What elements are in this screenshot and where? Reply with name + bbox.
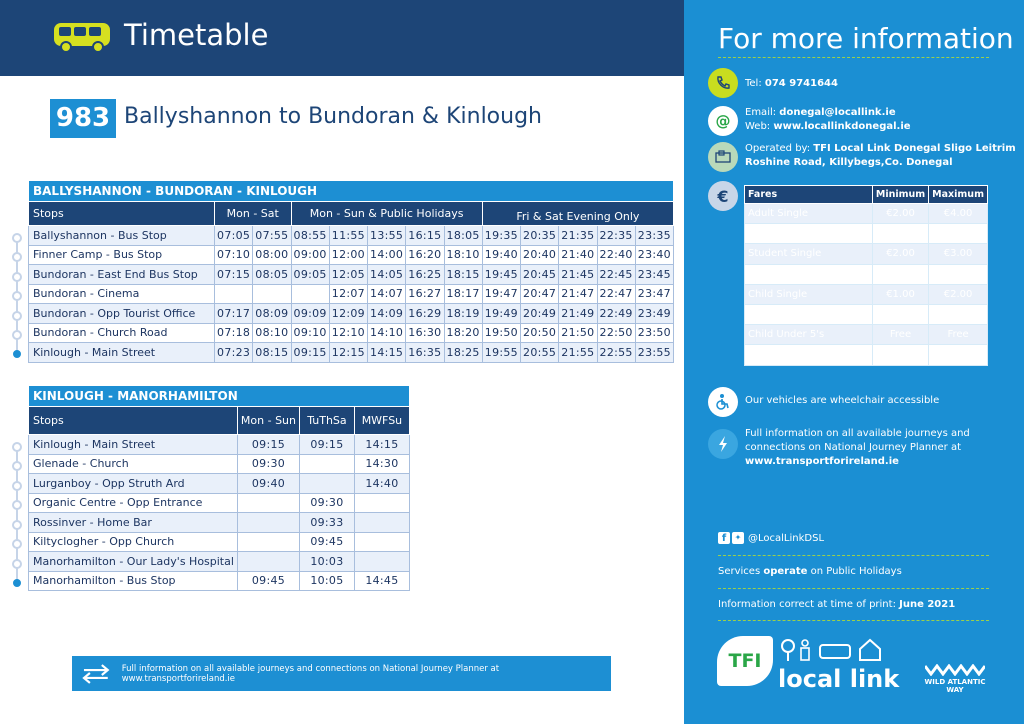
web-link[interactable]: www.locallinkdonegal.ie bbox=[773, 121, 911, 132]
fare-max: €4.00 bbox=[929, 204, 988, 224]
tfi-logo: TFI bbox=[717, 636, 773, 686]
divider bbox=[718, 555, 989, 556]
departure-time: 09:30 bbox=[300, 493, 355, 513]
stop-name: Rossinver - Home Bar bbox=[29, 513, 238, 533]
fare-name: Free Travel Pass Holders bbox=[745, 345, 873, 365]
table-row bbox=[29, 532, 410, 552]
operator-info: Operated by: TFI Local Link Donegal Sligo Leitrim Roshine Road, Killybegs,Co. Donegal bbox=[745, 143, 1016, 168]
table-row bbox=[29, 454, 410, 474]
departure-time: 09:15 bbox=[300, 435, 355, 455]
fare-min: €2.00 bbox=[872, 204, 928, 224]
col-mon-sat: Mon - Sat bbox=[215, 202, 292, 226]
fare-row bbox=[745, 224, 988, 244]
departure-time bbox=[300, 454, 355, 474]
departure-time: 14:00 bbox=[368, 245, 406, 265]
departure-time: 20:35 bbox=[521, 226, 559, 246]
departure-time: 16:29 bbox=[406, 304, 444, 324]
departure-time: 12:07 bbox=[329, 284, 367, 304]
stop-name: Lurganboy - Opp Struth Ard bbox=[29, 474, 238, 494]
departure-time: 09:40 bbox=[237, 474, 299, 494]
section-title: BALLYSHANNON - BUNDORAN - KINLOUGH bbox=[29, 181, 674, 202]
departure-time: 09:45 bbox=[237, 571, 299, 591]
table-row bbox=[29, 323, 674, 343]
departure-time: 14:15 bbox=[354, 435, 409, 455]
stop-name: Manorhamilton - Bus Stop bbox=[29, 571, 238, 591]
departure-time: 16:25 bbox=[406, 265, 444, 285]
fare-row bbox=[745, 325, 988, 345]
col-stops: Stops bbox=[29, 407, 238, 435]
departure-time bbox=[354, 532, 409, 552]
departure-time bbox=[215, 284, 253, 304]
departure-time: 18:05 bbox=[444, 226, 482, 246]
departure-time: 14:15 bbox=[368, 343, 406, 363]
departure-time bbox=[354, 513, 409, 533]
table-row bbox=[29, 493, 410, 513]
fare-name: Adult Return bbox=[745, 224, 873, 244]
fare-max: Free bbox=[929, 345, 988, 365]
departure-time: 22:50 bbox=[597, 323, 635, 343]
divider bbox=[718, 57, 989, 58]
departure-time: 08:00 bbox=[253, 245, 291, 265]
fares-min-header: Minimum bbox=[872, 186, 928, 204]
departure-time: 22:45 bbox=[597, 265, 635, 285]
local-link-logo: local link bbox=[778, 665, 900, 693]
departure-time: 12:00 bbox=[329, 245, 367, 265]
departure-time: 08:10 bbox=[253, 323, 291, 343]
fare-max: €6.00 bbox=[929, 224, 988, 244]
departure-time: 19:47 bbox=[482, 284, 520, 304]
departure-time: 10:05 bbox=[300, 571, 355, 591]
departure-time: 08:15 bbox=[253, 343, 291, 363]
departure-time: 08:09 bbox=[253, 304, 291, 324]
departure-time: 23:45 bbox=[635, 265, 673, 285]
page-title: Timetable bbox=[124, 18, 269, 52]
departure-time: 09:33 bbox=[300, 513, 355, 533]
departure-time bbox=[237, 532, 299, 552]
wild-atlantic-way-logo: WILD ATLANTIC WAY bbox=[920, 664, 990, 694]
print-note: Information correct at time of print: June 2021 bbox=[718, 599, 956, 610]
departure-time: 22:35 bbox=[597, 226, 635, 246]
route-title: Ballyshannon to Bundoran & Kinlough bbox=[124, 104, 542, 129]
stop-name: Bundoran - Cinema bbox=[29, 284, 215, 304]
departure-time: 09:45 bbox=[300, 532, 355, 552]
route-number: 983 bbox=[50, 99, 116, 138]
wheelchair-text: Our vehicles are wheelchair accessible bbox=[745, 395, 940, 406]
phone-icon bbox=[708, 68, 738, 98]
departure-time: 16:27 bbox=[406, 284, 444, 304]
stop-name: Manorhamilton - Our Lady's Hospital bbox=[29, 552, 238, 572]
fare-name: Student Single bbox=[745, 244, 873, 264]
col-mwfsu: MWFSu bbox=[354, 407, 409, 435]
email-web: Email: donegal@locallink.ie Web: www.locallinkdonegal.ie bbox=[745, 107, 911, 132]
departure-time: 12:09 bbox=[329, 304, 367, 324]
fare-name: Child Return bbox=[745, 304, 873, 324]
departure-time: 09:05 bbox=[291, 265, 329, 285]
stop-name: Kinlough - Main Street bbox=[29, 343, 215, 363]
departure-time: 20:40 bbox=[521, 245, 559, 265]
stop-name: Kinlough - Main Street bbox=[29, 435, 238, 455]
fare-row bbox=[745, 204, 988, 224]
departure-time: 22:47 bbox=[597, 284, 635, 304]
fare-min: €3.00 bbox=[872, 264, 928, 284]
fares-max-header: Maximum bbox=[929, 186, 988, 204]
stop-name: Finner Camp - Bus Stop bbox=[29, 245, 215, 265]
header-bar bbox=[0, 0, 684, 76]
fare-row bbox=[745, 244, 988, 264]
phone-number[interactable]: 074 9741644 bbox=[764, 78, 838, 89]
departure-time: 07:18 bbox=[215, 323, 253, 343]
departure-time: 21:35 bbox=[559, 226, 597, 246]
departure-time: 14:10 bbox=[368, 323, 406, 343]
departure-time: 18:10 bbox=[444, 245, 482, 265]
departure-time: 19:50 bbox=[482, 323, 520, 343]
departure-time: 18:15 bbox=[444, 265, 482, 285]
section-title: KINLOUGH - MANORHAMILTON bbox=[29, 386, 410, 407]
fare-min: €2.00 bbox=[872, 244, 928, 264]
operator-icon bbox=[708, 142, 738, 172]
departure-time: 14:07 bbox=[368, 284, 406, 304]
departure-time: 19:45 bbox=[482, 265, 520, 285]
departure-time: 20:47 bbox=[521, 284, 559, 304]
timetable-ballyshannon bbox=[28, 180, 674, 363]
departure-time: 10:03 bbox=[300, 552, 355, 572]
fare-min: €1.00 bbox=[872, 284, 928, 304]
social-handle[interactable]: @LocalLinkDSL bbox=[748, 532, 825, 544]
departure-time: 22:49 bbox=[597, 304, 635, 324]
transport-link[interactable]: www.transportforireland.ie bbox=[745, 456, 899, 467]
fares-header: Fares bbox=[745, 186, 873, 204]
departure-time: 14:05 bbox=[368, 265, 406, 285]
arrows-icon bbox=[80, 663, 112, 685]
table-row bbox=[29, 265, 674, 285]
fare-max: €5.00 bbox=[929, 264, 988, 284]
departure-time bbox=[237, 513, 299, 533]
departure-time bbox=[300, 474, 355, 494]
wheelchair-icon bbox=[708, 387, 738, 417]
departure-time: 21:50 bbox=[559, 323, 597, 343]
facebook-icon[interactable]: f bbox=[718, 532, 730, 544]
departure-time: 09:15 bbox=[291, 343, 329, 363]
route-line-1 bbox=[12, 233, 22, 361]
fare-min: Free bbox=[872, 325, 928, 345]
departure-time bbox=[237, 493, 299, 513]
col-mon-sun: Mon - Sun & Public Holidays bbox=[291, 202, 482, 226]
departure-time: 21:45 bbox=[559, 265, 597, 285]
col-stops: Stops bbox=[29, 202, 215, 226]
stop-name: Glenade - Church bbox=[29, 454, 238, 474]
fare-max: €2.00 bbox=[929, 284, 988, 304]
stop-name: Ballyshannon - Bus Stop bbox=[29, 226, 215, 246]
departure-time: 14:40 bbox=[354, 474, 409, 494]
departure-time: 19:40 bbox=[482, 245, 520, 265]
departure-time: 16:35 bbox=[406, 343, 444, 363]
departure-time: 07:23 bbox=[215, 343, 253, 363]
col-mon-sun: Mon - Sun bbox=[237, 407, 299, 435]
email-link[interactable]: donegal@locallink.ie bbox=[779, 107, 896, 118]
departure-time: 16:20 bbox=[406, 245, 444, 265]
banner-text: Full information on all available journeys and connections on National Journey Planner at www.transportforireland.ie bbox=[121, 663, 500, 684]
fare-name: Student Return bbox=[745, 264, 873, 284]
departure-time bbox=[354, 552, 409, 572]
departure-time: 21:40 bbox=[559, 245, 597, 265]
journey-info: Full information on all available journeys and connections on National Journey Planner at www.transportforireland.ie bbox=[745, 428, 970, 467]
fare-max: €3.00 bbox=[929, 244, 988, 264]
departure-time: 12:05 bbox=[329, 265, 367, 285]
sidebar-title: For more information bbox=[718, 22, 1014, 55]
departure-time: 18:20 bbox=[444, 323, 482, 343]
departure-time: 19:55 bbox=[482, 343, 520, 363]
fare-min: Free bbox=[872, 345, 928, 365]
col-tuthsa: TuThSa bbox=[300, 407, 355, 435]
phone-line: Tel: 074 9741644 bbox=[745, 78, 838, 89]
departure-time: 21:55 bbox=[559, 343, 597, 363]
fare-min: €3.00 bbox=[872, 224, 928, 244]
fare-row bbox=[745, 345, 988, 365]
fare-max: €3.00 bbox=[929, 304, 988, 324]
departure-time: 22:55 bbox=[597, 343, 635, 363]
fare-name: Adult Single bbox=[745, 204, 873, 224]
departure-time: 09:09 bbox=[291, 304, 329, 324]
departure-time: 07:10 bbox=[215, 245, 253, 265]
departure-time: 18:25 bbox=[444, 343, 482, 363]
table-row bbox=[29, 552, 410, 572]
departure-time: 23:55 bbox=[635, 343, 673, 363]
departure-time: 12:15 bbox=[329, 343, 367, 363]
departure-time: 14:30 bbox=[354, 454, 409, 474]
departure-time bbox=[354, 493, 409, 513]
table-row bbox=[29, 226, 674, 246]
route-line-2 bbox=[12, 442, 22, 590]
fare-name: Child Single bbox=[745, 284, 873, 304]
departure-time: 21:49 bbox=[559, 304, 597, 324]
departure-time: 23:40 bbox=[635, 245, 673, 265]
table-row bbox=[29, 245, 674, 265]
stop-name: Kiltyclogher - Opp Church bbox=[29, 532, 238, 552]
table-row bbox=[29, 474, 410, 494]
fare-row bbox=[745, 304, 988, 324]
stop-name: Organic Centre - Opp Entrance bbox=[29, 493, 238, 513]
departure-time: 08:05 bbox=[253, 265, 291, 285]
departure-time: 09:30 bbox=[237, 454, 299, 474]
departure-time bbox=[291, 284, 329, 304]
departure-time: 14:45 bbox=[354, 571, 409, 591]
stop-name: Bundoran - Opp Tourist Office bbox=[29, 304, 215, 324]
departure-time: 07:17 bbox=[215, 304, 253, 324]
col-fri-sat: Fri & Sat Evening Only bbox=[482, 202, 673, 226]
euro-icon: € bbox=[708, 181, 738, 211]
departure-time: 07:15 bbox=[215, 265, 253, 285]
timetable-kinlough bbox=[28, 385, 410, 591]
table-row bbox=[29, 284, 674, 304]
departure-time: 23:49 bbox=[635, 304, 673, 324]
departure-time: 16:15 bbox=[406, 226, 444, 246]
departure-time: 20:50 bbox=[521, 323, 559, 343]
holidays-note: Services operate on Public Holidays bbox=[718, 566, 902, 577]
fare-max: Free bbox=[929, 325, 988, 345]
table-row bbox=[29, 513, 410, 533]
departure-time: 20:55 bbox=[521, 343, 559, 363]
departure-time bbox=[237, 552, 299, 572]
departure-time: 14:09 bbox=[368, 304, 406, 324]
departure-time: 21:47 bbox=[559, 284, 597, 304]
stop-name: Bundoran - Church Road bbox=[29, 323, 215, 343]
divider bbox=[718, 620, 989, 621]
departure-time: 07:55 bbox=[253, 226, 291, 246]
departure-time: 20:45 bbox=[521, 265, 559, 285]
departure-time: 19:35 bbox=[482, 226, 520, 246]
departure-time: 23:47 bbox=[635, 284, 673, 304]
table-row bbox=[29, 343, 674, 363]
social-row bbox=[718, 532, 824, 544]
twitter-icon[interactable]: ✦ bbox=[732, 532, 744, 544]
departure-time bbox=[253, 284, 291, 304]
departure-time: 09:10 bbox=[291, 323, 329, 343]
departure-time: 08:55 bbox=[291, 226, 329, 246]
departure-time: 09:15 bbox=[237, 435, 299, 455]
departure-time: 18:17 bbox=[444, 284, 482, 304]
departure-time: 16:30 bbox=[406, 323, 444, 343]
journey-planner-banner[interactable] bbox=[72, 656, 611, 691]
table-row bbox=[29, 304, 674, 324]
departure-time: 18:19 bbox=[444, 304, 482, 324]
departure-time: 19:49 bbox=[482, 304, 520, 324]
fares-table bbox=[744, 185, 988, 366]
bus-icon bbox=[53, 22, 111, 54]
fare-name: Child Under 5's bbox=[745, 325, 873, 345]
fare-row bbox=[745, 264, 988, 284]
journey-icon bbox=[708, 429, 738, 459]
departure-time: 12:10 bbox=[329, 323, 367, 343]
departure-time: 23:50 bbox=[635, 323, 673, 343]
stop-name: Bundoran - East End Bus Stop bbox=[29, 265, 215, 285]
departure-time: 07:05 bbox=[215, 226, 253, 246]
departure-time: 11:55 bbox=[329, 226, 367, 246]
departure-time: 23:35 bbox=[635, 226, 673, 246]
fare-row bbox=[745, 284, 988, 304]
departure-time: 13:55 bbox=[368, 226, 406, 246]
table-row bbox=[29, 435, 410, 455]
divider bbox=[718, 588, 989, 589]
local-link-icons bbox=[780, 637, 884, 663]
table-row bbox=[29, 571, 410, 591]
departure-time: 22:40 bbox=[597, 245, 635, 265]
departure-time: 20:49 bbox=[521, 304, 559, 324]
info-sidebar bbox=[684, 0, 1024, 724]
departure-time: 09:00 bbox=[291, 245, 329, 265]
at-icon: @ bbox=[708, 106, 738, 136]
fare-min: €2.00 bbox=[872, 304, 928, 324]
